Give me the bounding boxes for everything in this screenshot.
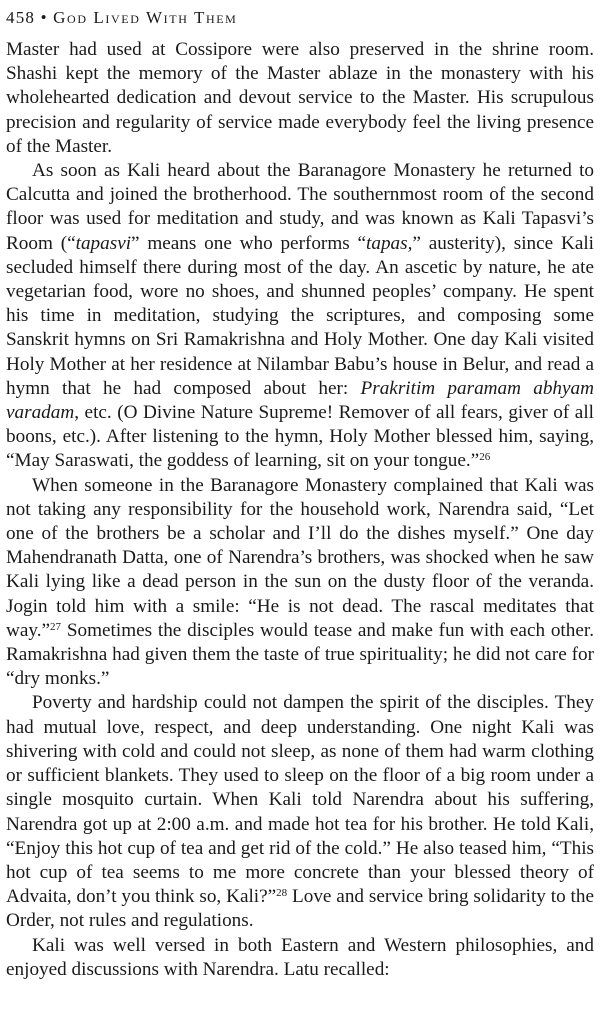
text-run: As soon as Kali heard about the Baranagore Monastery he returned to Calcutta and joined the brotherhood. The southernmost room of the second floor was used for meditation and study, and was known as Kali Tapasvi’s Room (“ <box>6 160 594 254</box>
text-run: Master had used at Cossipore were also preserved in the shrine room. Shashi kept the memory of the Master ablaze in the monastery with his wholehearted dedication and devout service to the Master. His scrupulous precision and regularity of service made everybody feel the living presence of the Master. <box>6 39 594 157</box>
footnote-reference: 28 <box>276 887 288 900</box>
text-run: Sometimes the disciples would tease and make fun with each other. Ramakrishna had given them the taste of true spirituality; he did not care for “dry monks.” <box>6 619 594 690</box>
italic-text: tapas, <box>366 232 413 254</box>
text-run: Kali was well versed in both Eastern and Western philosophies, and enjoyed discussions with Narendra. Latu recalled: <box>6 934 594 980</box>
footnote-reference: 27 <box>50 620 62 633</box>
text-run: Love and service bring solidarity to the Order, not rules and regulations. <box>6 886 594 932</box>
paragraph-3 <box>6 474 594 692</box>
running-head <box>6 4 594 38</box>
header-bullet: • <box>40 8 48 27</box>
text-run: ” means one who performs “ <box>131 232 367 254</box>
italic-text: tapasvi <box>75 232 132 254</box>
paragraph-1 <box>6 38 594 159</box>
chapter-title: God Lived With Them <box>53 8 238 27</box>
text-run: ” austerity), since Kali secluded himself there during most of the day. An ascetic by nature, he ate vegetarian food, wore no shoes, and shunned peoples’ company. He spent his time in meditation, studying the scriptures, and composing some Sanskrit hymns on Sri Ramakrishna and Holy Mother. One day Kali visited Holy Mother at her residence at Nilambar Babu’s house in Belur, and read a hymn that he had composed about her: <box>6 232 594 399</box>
text-run: When someone in the Baranagore Monastery complained that Kali was not taking any responsibility for the household work, Narendra said, “Let one of the brothers be a scholar and I’ll do the dishes myself.” One day Mahendranath Datta, one of Narendra’s brothers, was shocked when he saw Kali lying like a dead person in the sun on the dusty floor of the veranda. Jogin told him with a smile: “He is not dead. The rascal meditates that way.” <box>6 474 594 641</box>
text-run: , etc. (O Divine Nature Supreme! Remover of all fears, giver of all boons, etc.). After listening to the hymn, Holy Mother blessed him, saying, “May Saraswati, the goddess of learning, sit on your tongue.” <box>6 402 594 472</box>
footnote-reference: 26 <box>479 451 491 464</box>
paragraph-2 <box>6 159 594 474</box>
italic-text: Prakritim paramam abhyam varadam <box>6 377 594 424</box>
text-run: Poverty and hardship could not dampen the spirit of the disciples. They had mutual love, respect, and deep understanding. One night Kali was shivering with cold and could not sleep, as none of them had warm clothing or sufficient blankets. They used to sleep on the floor of a big room under a single mosquito curtain. When Kali told Narendra about his suffering, Narendra got up at 2:00 a.m. and made hot tea for his brother. He told Kali, “Enjoy this hot cup of tea and get rid of the cold.” He also teased him, “This hot cup of tea seems to me more concrete than your blessed theory of Advaita, don’t you think so, Kali?” <box>6 692 594 908</box>
body-text <box>6 38 594 982</box>
paragraph-5 <box>6 934 594 982</box>
page-number: 458 <box>6 8 36 27</box>
book-page <box>6 4 594 982</box>
paragraph-4 <box>6 691 594 933</box>
